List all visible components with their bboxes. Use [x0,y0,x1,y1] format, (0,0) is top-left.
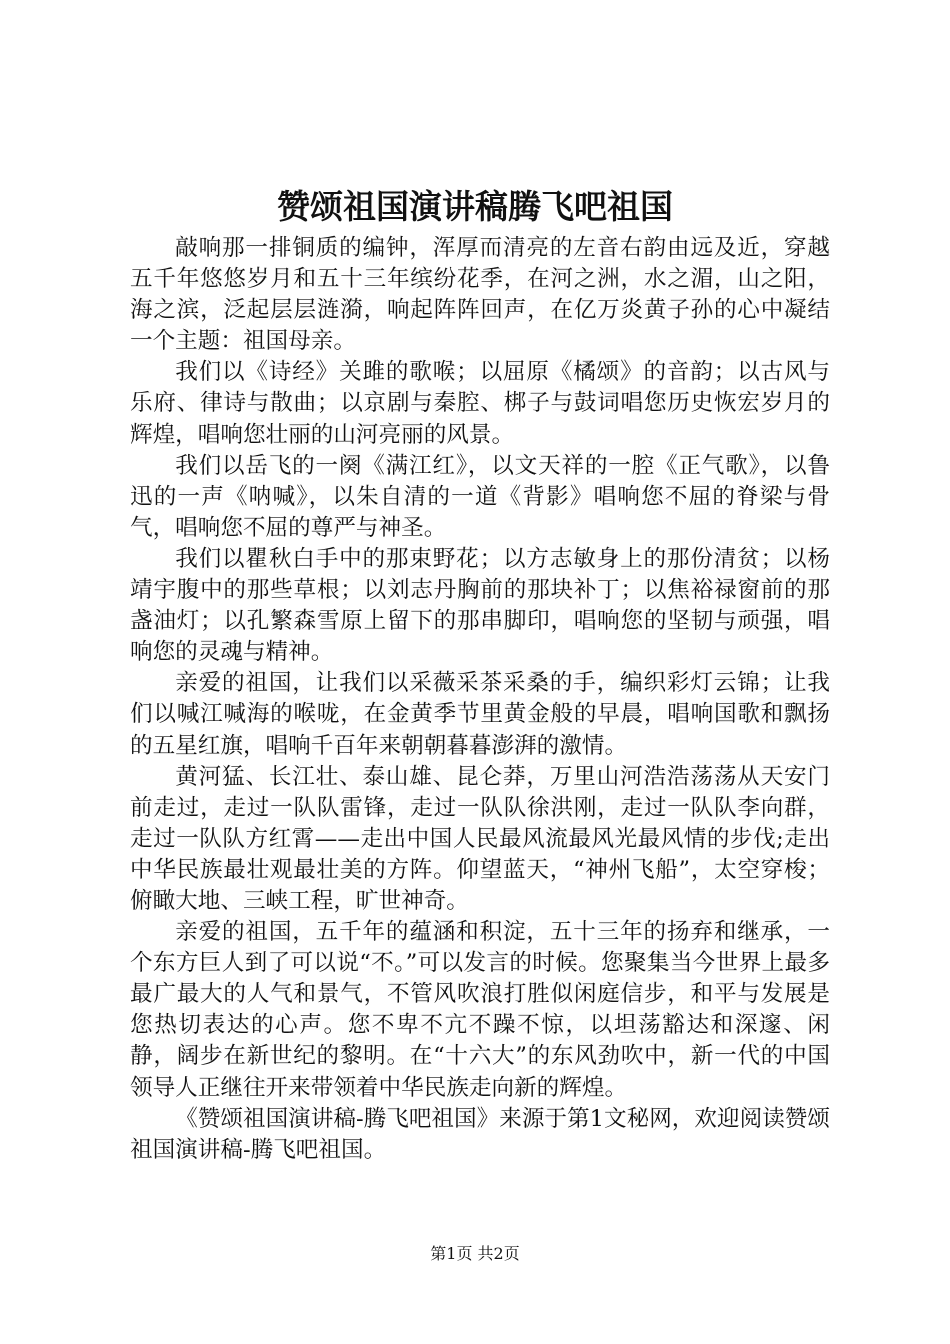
paragraph: 《赞颂祖国演讲稿-腾飞吧祖国》来源于第1文秘网，欢迎阅读赞颂祖国演讲稿-腾飞吧祖国。 [130,1105,830,1163]
paragraph: 我们以《诗经》关雎的歌喉；以屈原《橘颂》的音韵；以古风与乐府、律诗与散曲；以京剧与秦腔、梆子与鼓词唱您历史恢宏岁月的辉煌，唱响您壮丽的山河亮丽的风景。 [130,359,830,448]
paragraph: 我们以瞿秋白手中的那束野花；以方志敏身上的那份清贫；以杨靖宇腹中的那些草根；以刘志丹胸前的那块补丁；以焦裕禄窗前的那盏油灯；以孔繁森雪原上留下的那串脚印，唱响您的坚韧与顽强，唱响您的灵魂与精神。 [130,545,830,666]
paragraph: 黄河猛、长江壮、泰山雄、昆仑莽，万里山河浩浩荡荡从天安门前走过，走过一队队雷锋，走过一队队徐洪刚，走过一队队李向群，走过一队队方红霄——走出中国人民最风流最风光最风情的步伐;走出中华民族最壮观最壮美的方阵。仰望蓝天，“神州飞船”，太空穿梭；俯瞰大地、三峡工程，旷世神奇。 [130,763,830,914]
paragraph: 我们以岳飞的一阕《满江红》，以文天祥的一腔《正气歌》，以鲁迅的一声《呐喊》，以朱自清的一道《背影》唱响您不屈的脊梁与骨气，唱响您不屈的尊严与神圣。 [130,452,830,541]
paragraph: 敲响那一排铜质的编钟，浑厚而清亮的左音右韵由远及近，穿越五千年悠悠岁月和五十三年缤纷花季，在河之洲，水之湄，山之阳，海之滨，泛起层层涟漪，响起阵阵回声，在亿万炎黄子孙的心中凝结一个主题：祖国母亲。 [130,235,830,355]
paragraph: 亲爱的祖国，让我们以采薇采茶采桑的手，编织彩灯云锦；让我们以喊江喊海的喉咙，在金黄季节里黄金般的早晨，唱响国歌和飘扬的五星红旗，唱响千百年来朝朝暮暮澎湃的激情。 [130,670,830,759]
paragraph: 亲爱的祖国，五千年的蕴涵和积淀，五十三年的扬弃和继承，一个东方巨人到了可以说“不。”可以发言的时候。您聚集当今世界上最多最广最大的人气和景气，不管风吹浪打胜似闲庭信步，和平与发展是您热切表达的心声。您不卑不亢不躁不惊，以坦荡豁达和深邃、闲静，阔步在新世纪的黎明。在“十六大”的东风劲吹中，新一代的中国领导人正继往开来带领着中华民族走向新的辉煌。 [130,919,830,1101]
document-body [130,233,830,1166]
document-title: 赞颂祖国演讲稿腾飞吧祖国 [277,187,673,226]
page-number-footer: 第1页 共2页 [430,1244,520,1263]
